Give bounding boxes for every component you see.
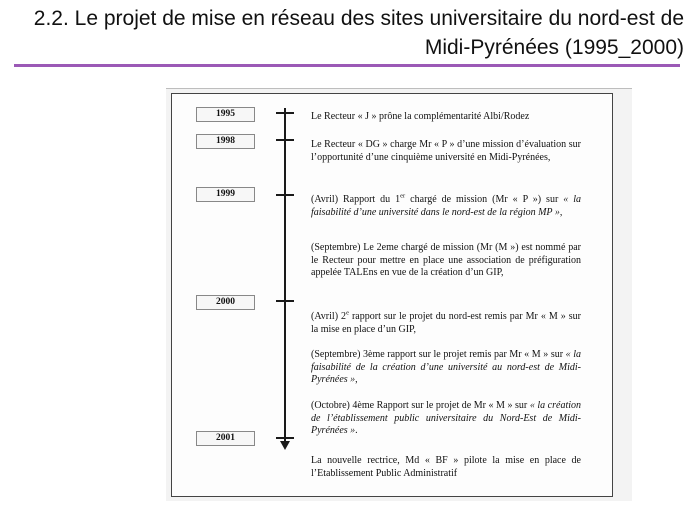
year-label-1999: 1999	[196, 187, 255, 202]
timeline-entry: (Avril) Rapport du 1er chargé de mission (Mr « P ») sur « la faisabilité d’une université dans le nord-est de la région MP »,	[311, 192, 581, 218]
timeline-tick	[276, 437, 294, 439]
timeline-entry: (Septembre) 3ème rapport sur le projet remis par Mr « M » sur « la faisabilité de la création d’une université au nord-est de Midi-Pyrénées »,	[311, 349, 582, 385]
timeline-entry: La nouvelle rectrice, Md « BF » pilote la mise en place de l’Etablissement Public Administratif	[311, 455, 581, 479]
timeline-entry: Le Recteur « DG » charge Mr « P » d’une mission d’évaluation sur l’opportunité d’une cinquième université en Midi-Pyrénées,	[311, 139, 581, 163]
timeline-tick	[276, 300, 294, 302]
year-label-1998: 1998	[196, 134, 255, 149]
timeline-entry: Le Recteur « J » prône la complémentarité Albi/Rodez	[311, 111, 530, 122]
timeline-arrow-icon	[280, 441, 290, 450]
timeline-entry: (Avril) 2e rapport sur le projet du nord-est remis par Mr « M » sur la mise en place d’un GIP,	[311, 309, 582, 335]
timeline-tick	[276, 112, 294, 114]
year-label-2001: 2001	[196, 431, 255, 446]
title-divider	[14, 64, 680, 67]
year-label-2000: 2000	[196, 295, 255, 310]
year-label-1995: 1995	[196, 107, 255, 122]
timeline-tick	[276, 139, 294, 141]
timeline-tick	[276, 194, 294, 196]
timeline-entry: (Septembre) Le 2eme chargé de mission (Mr (M ») est nommé par le Recteur pour mettre en place une association de préfiguration appelée TALEns en vue de la création d’un GIP,	[311, 242, 581, 278]
slide-title: 2.2. Le projet de mise en réseau des sites universitaire du nord-est de Midi-Pyrénées (1995_2000)	[33, 7, 684, 59]
timeline-entry: (Octobre) 4ème Rapport sur le projet de Mr « M » sur « la création de l’établissement public universitaire du Nord-Est de Midi-Pyrénées ».	[311, 400, 582, 436]
timeline-axis	[284, 108, 286, 446]
